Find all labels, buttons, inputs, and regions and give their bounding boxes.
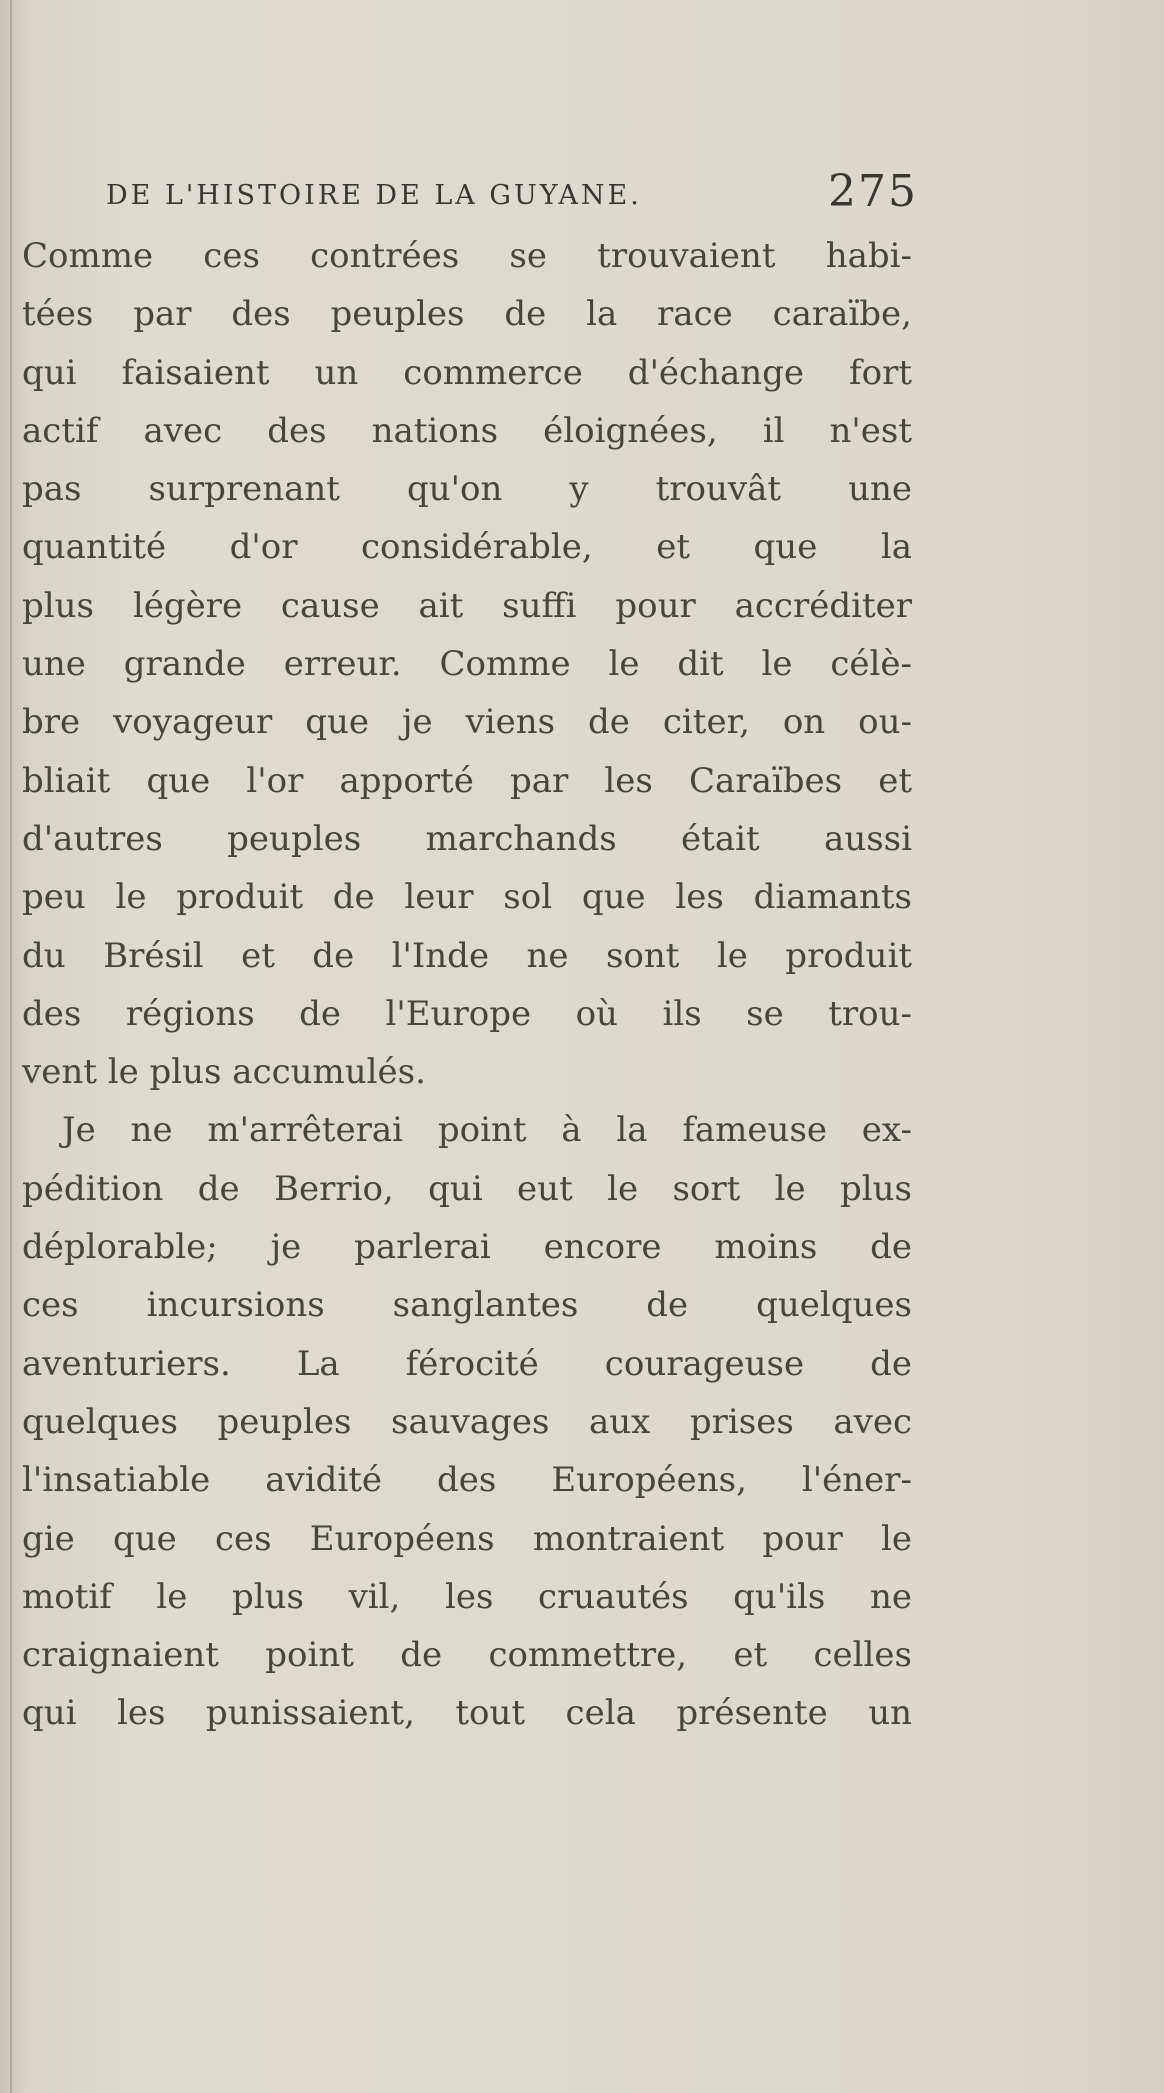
body-text [22,227,912,1743]
text-line: vent le plus accumulés. [22,1052,426,1093]
text-line: l'insatiable avidité des Européens, l'éner- [22,1460,912,1501]
text-line: une grande erreur. Comme le dit le célè- [22,644,912,685]
running-head: DE L'HISTOIRE DE LA GUYANE. [106,180,642,211]
text-line: quelques peuples sauvages aux prises avec [22,1401,912,1442]
text-line: plus légère cause ait suffi pour accréditer [22,585,912,626]
text-line: Je ne m'arrêterai point à la fameuse ex- [62,1110,912,1151]
text-line: qui les punissaient, tout cela présente un [22,1693,912,1734]
text-line: des régions de l'Europe où ils se trou- [22,993,912,1034]
text-line: gie que ces Européens montraient pour le [22,1518,912,1559]
text-line: du Brésil et de l'Inde ne sont le produit [22,935,912,976]
text-line: bliait que l'or apporté par les Caraïbes et [22,760,912,801]
text-line: aventuriers. La férocité courageuse de [22,1343,912,1384]
text-line: pas surprenant qu'on y trouvât une [22,469,912,510]
text-line: ces incursions sanglantes de quelques [22,1285,912,1326]
page-gutter-edge [10,0,12,2093]
text-line: quantité d'or considérable, et que la [22,527,912,568]
page-header [98,158,918,228]
text-line: motif le plus vil, les cruautés qu'ils ne [22,1576,912,1617]
text-line: bre voyageur que je viens de citer, on ou- [22,702,912,743]
text-line: tées par des peuples de la race caraïbe, [22,294,912,335]
text-line: qui faisaient un commerce d'échange fort [22,352,912,393]
text-line: Comme ces contrées se trouvaient habi- [22,236,912,276]
text-line: déplorable; je parlerai encore moins de [22,1227,912,1268]
text-line: actif avec des nations éloignées, il n'est [22,410,912,451]
text-line: peu le produit de leur sol que les diamants [22,877,912,918]
page-number: 275 [828,166,918,217]
text-line: d'autres peuples marchands était aussi [22,818,912,859]
text-line: pédition de Berrio, qui eut le sort le plus [22,1168,912,1209]
text-line: craignaient point de commettre, et celles [22,1635,912,1676]
